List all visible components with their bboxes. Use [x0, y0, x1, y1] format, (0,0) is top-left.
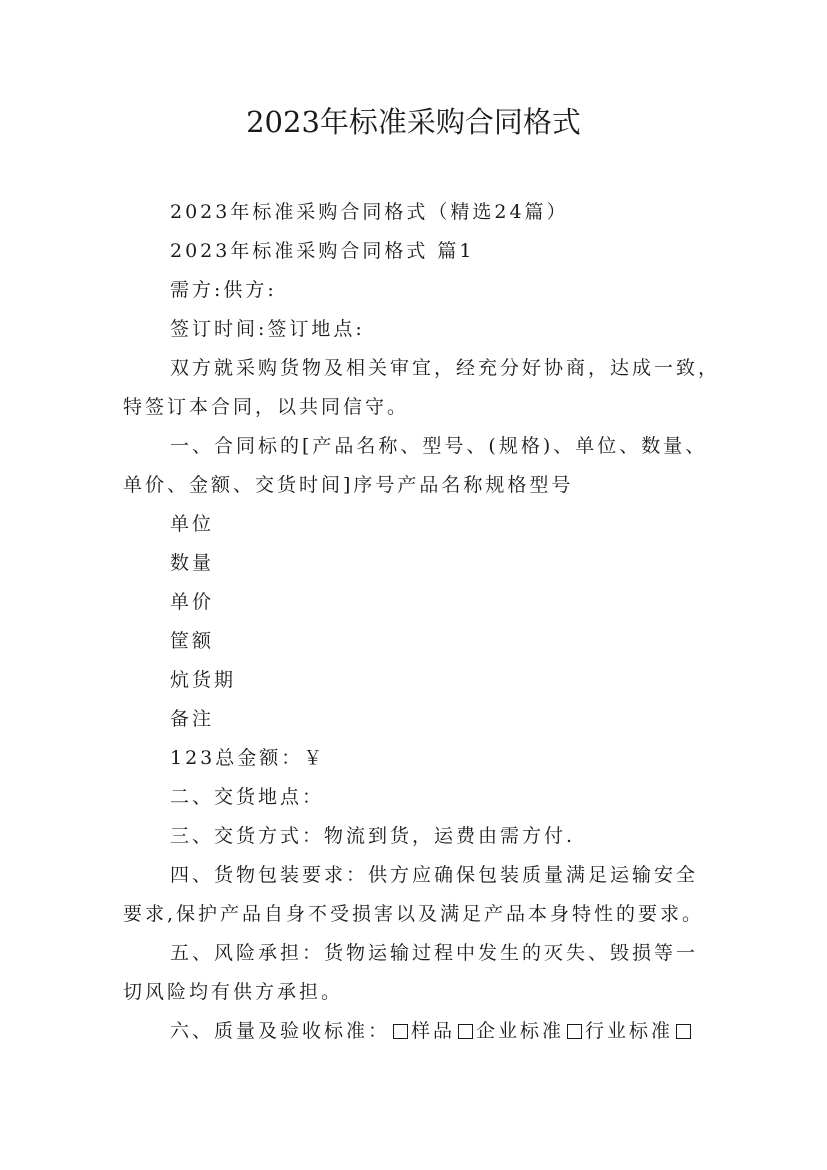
clause-line: 要求,保护产品自身不受损害以及满足产品本身特性的要求。: [123, 903, 705, 925]
subtitle-line: 2023年标准采购合同格式（精选24篇）: [170, 201, 569, 223]
checkbox-icon: [676, 1024, 691, 1039]
clause-line: 二、交货地点：: [170, 786, 325, 808]
option-enterprise-standard: 企业标准: [476, 1020, 565, 1042]
clause-line: 四、货物包装要求：供方应确保包装质量满足运输安全: [170, 864, 699, 886]
checkbox-icon: [393, 1024, 408, 1039]
quality-clause-prefix: 六、质量及验收标准：: [170, 1020, 391, 1042]
checkbox-icon: [458, 1024, 473, 1039]
table-field-line: 备注: [170, 708, 215, 730]
clause-line: 五、风险承担：货物运输过程中发生的灭失、毁损等一: [170, 942, 699, 964]
document-title: 2023年标准采购合同格式: [246, 105, 581, 139]
checkbox-icon: [567, 1024, 582, 1039]
clause-line: 切风险均有供方承担。: [123, 981, 344, 1003]
clause-line: 一、合同标的[产品名称、型号、(规格)、单位、数量、: [170, 435, 708, 457]
table-field-line: 数量: [170, 552, 215, 574]
total-amount-line: 123总金额：￥: [170, 747, 326, 769]
paragraph-line: 特签订本合同，以共同信守。: [123, 396, 410, 418]
table-field-line: 筐额: [170, 630, 215, 652]
clause-line: 三、交货方式：物流到货，运费由需方付.: [170, 825, 576, 847]
quality-clause-line: [170, 1019, 694, 1043]
table-field-line: 炕货期: [170, 669, 237, 691]
table-field-line: 单位: [170, 513, 215, 535]
section-heading: 2023年标准采购合同格式 篇1: [170, 240, 475, 262]
option-sample: 样品: [411, 1020, 456, 1042]
paragraph-line: 双方就采购货物及相关审宜，经充分好协商，达成一致，: [170, 357, 721, 379]
parties-line: 需方:供方:: [170, 279, 277, 301]
clause-line: 单价、金额、交货时间]序号产品名称规格型号: [123, 474, 574, 496]
option-industry-standard: 行业标准: [585, 1020, 674, 1042]
signing-line: 签订时间:签订地点:: [170, 318, 365, 340]
table-field-line: 单价: [170, 591, 215, 613]
